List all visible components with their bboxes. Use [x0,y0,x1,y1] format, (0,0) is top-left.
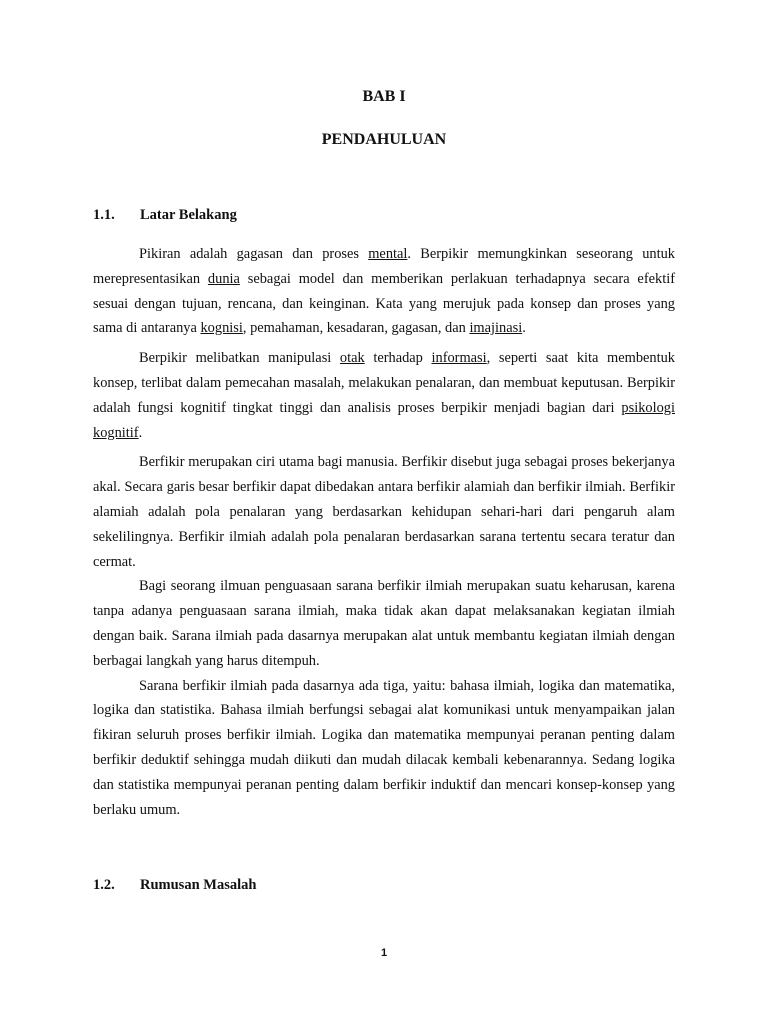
link-informasi[interactable]: informasi [431,350,487,367]
paragraph-2 [93,346,675,445]
paragraph-4: Bagi seorang ilmuan penguasaan sarana berfikir ilmiah merupakan suatu keharusan, karena tanpa adanya penguasaan sarana ilmiah, maka tidak akan dapat melaksanakan kegiatan ilmiah dengan baik. Sarana ilmiah pada dasarnya merupakan alat untuk membantu kegiatan ilmiah dengan berbagai langkah yang harus ditempuh. [93,578,675,669]
text-run: , seperti saat kita membentuk konsep, terlibat dalam pemecahan masalah, melakukan penalaran, dan membuat keputusan. Berpikir adalah fungsi kognitif tingkat tinggi dan analisis proses berpikir menjadi bagian dari [93,350,676,416]
chapter-title: PENDAHULUAN [321,131,447,148]
link-mental[interactable]: mental [368,246,408,262]
text-run: . Berpikir memungkinkan seseorang untuk merepresentasikan [93,246,675,287]
text-run: sebagai model dan memberikan perlakuan terhadapnya secara efektif sesuai dengan tujuan, rencana, dan keinginan. Kata yang merujuk pada konsep dan proses yang sama di antaranya [93,270,675,337]
text-run: . [522,320,526,337]
section-heading-rumusan-masalah [93,877,256,894]
section-body [93,242,675,822]
link-kognisi[interactable]: kognisi [200,320,243,337]
text-run: , pemahaman, kesadaran, gagasan, dan [242,320,470,337]
link-psikologi-kognitif[interactable]: psikologi kognitif [93,399,675,441]
text-run: Pikiran adalah gagasan dan proses [139,246,369,262]
chapter-number: BAB I [362,88,406,105]
paragraph-1 [93,242,675,341]
link-dunia[interactable]: dunia [207,270,240,287]
text-run: terhadap [364,350,432,367]
link-otak[interactable]: otak [339,350,365,367]
link-imajinasi[interactable]: imajinasi [469,320,523,337]
paragraph-5: Sarana berfikir ilmiah pada dasarnya ada tiga, yaitu: bahasa ilmiah, logika dan matematika, logika dan statistika. Bahasa ilmiah berfungsi sebagai alat komunikasi untuk menyampaikan jalan fikiran seluruh proses berfikir ilmiah. Logika dan matematika mempunyai peranan penting dalam berfikir deduktif sehingga mudah diikuti dan mudah dilacak kembali kebenarannya. Sedang logika dan statistika mempunyai peranan penting dalam berfikir induktif dan mencari konsep-konsep yang berlaku umum. [93,677,675,818]
section-title: Rumusan Masalah [140,877,257,893]
page-number: 1 [380,947,388,959]
text-run: . [138,424,143,441]
section-heading-latar-belakang [93,207,237,224]
section-number: 1.2. [93,877,115,893]
section-title: Latar Belakang [140,207,237,223]
text-run: Berpikir melibatkan manipulasi [139,350,340,367]
paragraph-3: Berfikir merupakan ciri utama bagi manusia. Berfikir disebut juga sebagai proses bekerjanya akal. Secara garis besar berfikir dapat dibedakan antara berfikir alamiah dan berfikir ilmiah. Berfikir alamiah adalah pola penalaran yang berdasarkan kehidupan sehari-hari dari pengaruh alam sekelilingnya. Berfikir ilmiah adalah pola penalaran berdasarkan sarana tertentu secara teratur dan cermat. [93,454,675,570]
section-number: 1.1. [93,207,115,223]
